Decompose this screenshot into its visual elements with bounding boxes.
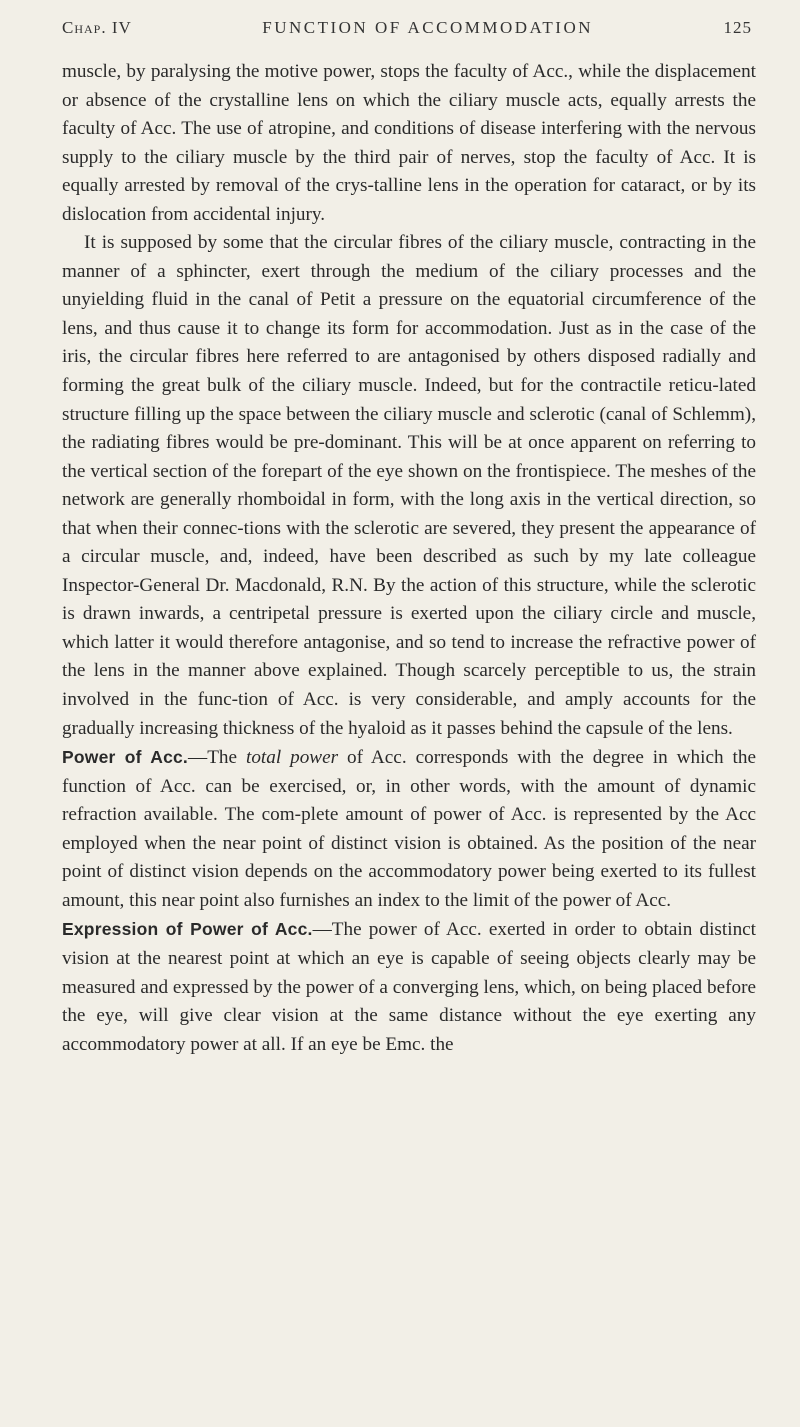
running-title: FUNCTION OF ACCOMMODATION: [262, 18, 594, 37]
paragraph-text: —The power of Acc. exerted in order to obtain distinct vision at the nearest point at which an eye is capable of seeing objects clearly may be measured and expressed by the power of a converging lens, which, on being placed before the eye, will give clear vision at the same distance without the eye exerting any accommodatory power at all. If an eye be Emc. the: [62, 919, 757, 1055]
paragraph-continued: [62, 58, 756, 229]
body-text: [62, 58, 756, 1059]
paragraph-ciliary-fibres: [62, 229, 756, 743]
paragraph-power-of-acc: [62, 743, 756, 915]
section-heading: Expression of Power of Acc.: [62, 919, 313, 940]
section-heading: Power of Acc.: [62, 747, 188, 768]
paragraph-expression-of-power: [62, 915, 756, 1059]
paragraph-text: muscle, by paralysing the motive power, stops the faculty of Acc., while the displacement or absence of the crystalline lens on which the ciliary muscle acts, equally arrests the faculty of Acc. The use of atropine, and conditions of disease interfering with the nervous supply to the ciliary muscle by the third pair of nerves, stop the faculty of Acc. It is equally arrested by removal of the crys-talline lens in the operation for cataract, or by its dislocation from accidental injury.: [62, 61, 756, 225]
chapter-label: Chap. IV: [62, 18, 132, 37]
paragraph-text: of Acc. corresponds with the degree in which the function of Acc. can be exercised, or, in other words, with the amount of dynamic refraction available. The com-plete amount of power of Acc. is represented by the Acc employed when the near point of distinct vision is obtained. As the position of the near point of distinct vision depends on the accommodatory power being exerted to its fullest amount, this near point also furnishes an index to the limit of the power of Acc.: [62, 747, 756, 911]
emphasis-text: total power: [245, 747, 339, 769]
running-head: [62, 18, 756, 58]
paragraph-text: It is supposed by some that the circular fibres of the ciliary muscle, contracting in the manner of a sphincter, exert through the medium of the ciliary processes and the unyielding fluid in the canal of Petit a pressure on the equatorial circumference of the lens, and thus cause it to change its form for accommodation. Just as in the case of the iris, the circular fibres here referred to are antagonised by others disposed radially and forming the great bulk of the ciliary muscle. Indeed, but for the contractile reticu-lated structure filling up the space between the ciliary muscle and sclerotic (canal of Schlemm), the radiating fibres would be pre-dominant. This will be at once apparent on referring to the vertical section of the forepart of the eye shown on the frontispiece. The meshes of the network are generally rhomboidal in form, with the long axis in the vertical direction, so that when their connec-tions with the sclerotic are severed, they present the appearance of a circular muscle, and, indeed, have been described as such by my late colleague Inspector-General Dr. Macdonald, R.N. By the action of this structure, while the sclerotic is drawn inwards, a centripetal pressure is exerted upon the ciliary circle and muscle, which latter it would therefore antagonise, and so tend to increase the refractive power of the lens in the manner above explained. Though scarcely perceptible to us, the strain involved in the func-tion of Acc. is very considerable, and amply accounts for the gradually increasing thickness of the hyaloid as it passes behind the capsule of the lens.: [62, 232, 756, 739]
page-number: 125: [723, 18, 752, 37]
paragraph-text: —The: [188, 747, 246, 769]
